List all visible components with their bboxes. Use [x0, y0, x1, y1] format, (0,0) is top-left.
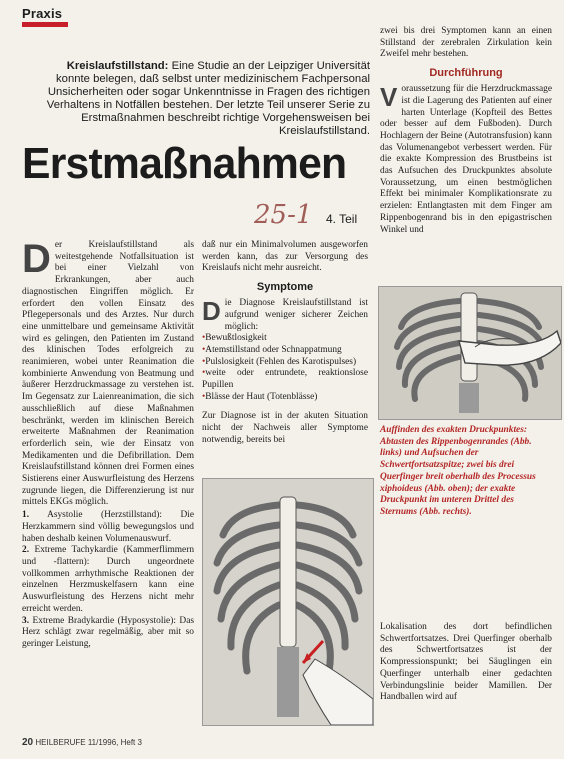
body-paragraph: oraussetzung für die Herzdruckmassage ist die Lagerung des Patienten auf einer harten Unterlage (Kopfteil des Bettes oder besser auf dem Fußboden). Durch Hochlagern der Beine (Autotransfusion) kann das Volumenangebot verbessert werden. Für die exakte Kompression des Brustbeins ist das Aufsuchen des Druckpunktes absolute Voraussetzung, um einen bestmöglichen Effekt bei minimaler Komplikationsrate zu erzielen: Entlangtasten mit dem Finger am Rippenbogenrand bis in den epigastrischen Winkel und — [380, 84, 552, 235]
subhead-symptome: Symptome — [256, 281, 314, 294]
ribcage-illustration — [379, 287, 561, 419]
item-number: 2. — [22, 545, 30, 556]
body-paragraph: daß nur ein Minimalvolumen ausgeworfen werden kann, das zur Versorgung des Kreislaufs nicht mehr ausreicht. — [202, 240, 368, 274]
numbered-item — [22, 616, 194, 651]
item-text: Asystolie (Herzstillstand): Die Herzkammern sind völlig bewegungslos und haben deshalb keinen Volumenauswurf. — [22, 510, 195, 544]
list-item: • Pulslosigkeit (Fehlen des Karotispulses) — [202, 357, 368, 369]
page-number: 20 — [22, 737, 34, 748]
item-number: 1. — [22, 510, 30, 521]
dropcap: D — [22, 237, 51, 281]
column-3-top — [380, 26, 552, 236]
intro-paragraph — [30, 60, 370, 137]
subhead-durchfuehrung: Durchführung — [429, 67, 503, 80]
body-paragraph: Zur Diagnose ist in der akuten Situation nicht der Nachweis aller Symptome notwendig, bereits bei — [202, 411, 368, 445]
journal-name: HEILBERUFE 11/1996, Heft 3 — [35, 738, 142, 747]
numbered-item — [22, 510, 194, 545]
body-paragraph: ie Diagnose Kreislaufstillstand ist aufgrund weniger sicherer Zeichen möglich: — [224, 298, 368, 332]
intro-text: Eine Studie an der Leipziger Universität konnte belegen, daß selbst unter medizinischem Fachpersonal Unsicherheiten oder sogar Unkenntnisse in Fragen des richtigen Verhaltens in Notfällen bestehen. Der letzte Teil unserer Serie zu Erstmaßnahmen beschreibt richtige Vorgehensweisen bei Kreislaufstillstand. — [46, 60, 370, 137]
section-rule — [22, 22, 68, 27]
intro-lead: Kreislaufstillstand: — [66, 60, 169, 72]
column-2 — [202, 240, 368, 447]
body-paragraph: Lokalisation des dort befindlichen Schwertfortsatzes. Drei Querfinger oberhalb des Schwertfortsatzes ist der Kompressionspunkt; bei Säuglingen ein Querfinger unterhalb einer gedachten Verbindungslinie beider Mamillen. Der Handballen wird auf — [380, 622, 552, 703]
symptom-list — [202, 333, 368, 403]
figure-ribcage-finger — [202, 478, 374, 726]
list-item: • weite oder entrundete, reaktionslose Pupillen — [202, 368, 368, 391]
headline: Erstmaßnahmen — [22, 139, 347, 188]
dropcap: V — [380, 82, 398, 113]
handwritten-note: 25-1 — [254, 200, 313, 230]
numbered-item — [22, 545, 194, 615]
page-footer — [22, 737, 142, 748]
dropcap: D — [202, 296, 221, 327]
ribcage-illustration — [203, 479, 373, 725]
column-1 — [22, 237, 195, 651]
section-label: Praxis — [22, 6, 63, 21]
item-text: Extreme Bradykardie (Hyposystolie): Das Herz schlägt zwar regelmäßig, aber mit so geringer Leistung, — [22, 615, 195, 649]
list-item: • Atemstillstand oder Schnappatmung — [202, 345, 368, 357]
item-number: 3. — [22, 615, 30, 626]
column-3-bottom — [380, 622, 552, 704]
part-label: 4. Teil — [326, 212, 358, 226]
body-paragraph: zwei bis drei Symptomen kann an einen Stillstand der zerebralen Zirkulation kein Zweifel mehr bestehen. — [380, 26, 552, 60]
body-paragraph: er Kreislaufstillstand als weitestgehende Notfallsituation ist bei einer Vielzahl von Erkrankungen, aber auch diagnostischen Eingriffen möglich. Er erfordert den vollen Einsatz des Pflegepersonals und des Arztes. Nur durch eine unmittelbare und gemeinsame Aktivität wird es gelingen, den Patienten im Zustand des klinischen Todes erfolgreich zu reanimieren, wobei unter Reanimation die kombinierte Anwendung von Beatmung und äußerer Herzdruckmassage zu verstehen ist. Im Gegensatz zur Laienreanimation, die sich ausschließlich auf diese Maßnahmen beschränkt, werden im klinischen Bereich erweiterte Maßnahmen der Reanimation erforderlich sein, wie der Einsatz von Medikamenten und die Defibrillation. Dem Kreislaufstillstand können drei Formen eines Sistierens einer Auswurfleistung des Herzens zugrunde liegen, die Differenzierung ist nur mittels EKGs möglich. — [22, 240, 194, 508]
figure-ribcage-hand — [378, 286, 562, 420]
list-item: • Blässe der Haut (Totenblässe) — [202, 392, 368, 404]
item-text: Extreme Tachykardie (Kammerflimmern und -flattern): Durch ungeordnete vollkommen arrhythmische Reaktionen der einzelnen Herzmuskelfasern kann eine Auswurfleistung des Herzens nicht mehr erreicht werden. — [22, 545, 195, 614]
figure-caption: Auffinden des exakten Druckpunktes: Abtasten des Rippenbogenrandes (Abb. links) und Aufsuchen der Schwertfortsatzspitze; zwei bis drei Querfinger breit oberhalb des Processus xiphoideus (Abb. oben); der exakte Druckpunkt im unteren Drittel des Sternums (Abb. rechts). — [380, 425, 536, 517]
list-item: • Bewußtlosigkeit — [202, 333, 368, 345]
